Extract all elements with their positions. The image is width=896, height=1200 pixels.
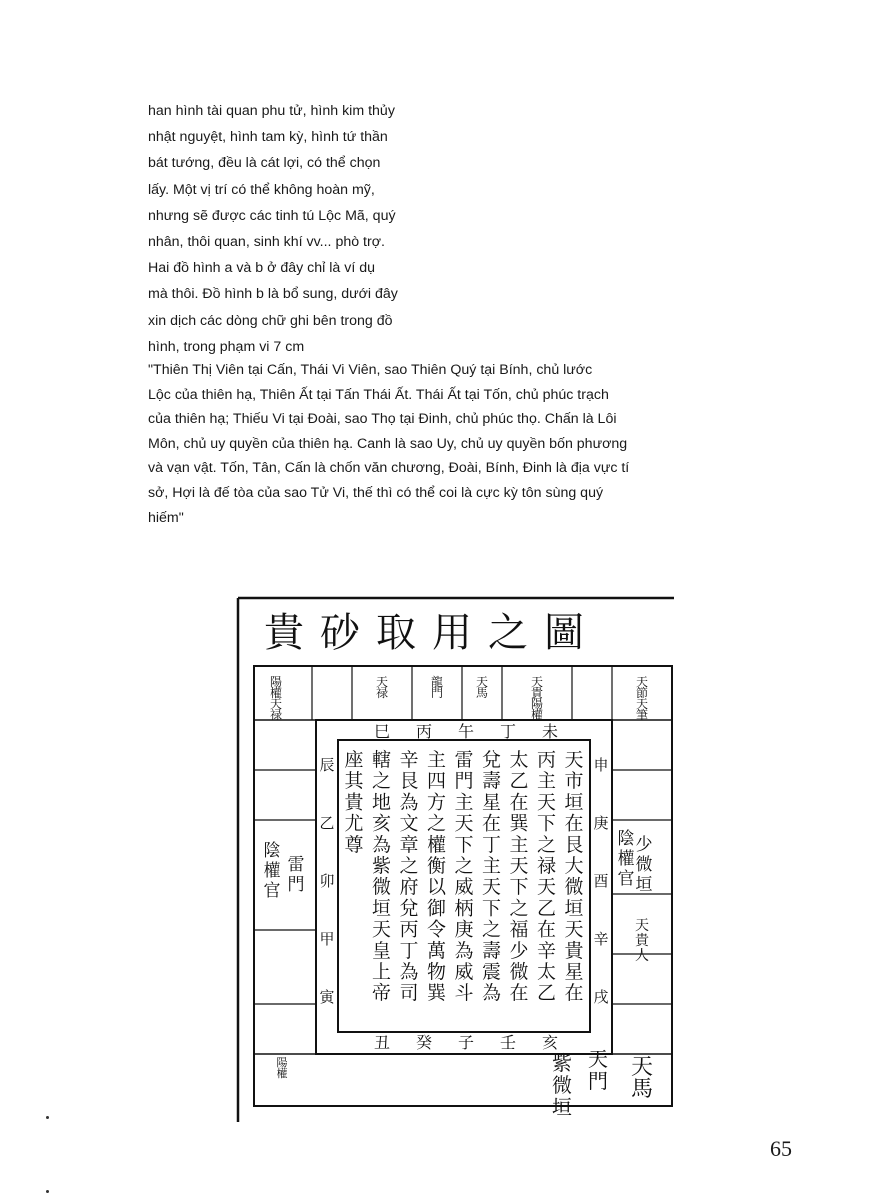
diagram-svg [232, 594, 678, 1124]
text-line: mà thôi. Đồ hình b là bổ sung, dưới đây [148, 286, 398, 303]
text-line: hiếm" [148, 509, 184, 526]
ring-character: 丁 [499, 722, 517, 741]
ring-character: 子 [457, 1033, 475, 1052]
center-text-column: 兌壽星在丁主天下之壽震為 [481, 749, 502, 1005]
text-line: của thiên hạ; Thiếu Vi tại Đoài, sao Thọ tại Đinh, chủ phúc thọ. Chấn là Lôi [148, 411, 617, 428]
ring-character: 亥 [541, 1033, 559, 1052]
ring-character: 寅 [319, 988, 335, 1006]
top-label: 天貴陽權 [530, 675, 544, 722]
bottom-label: 天馬 [630, 1055, 654, 1102]
ring-character: 庚 [593, 814, 609, 832]
left-label: 雷門 [287, 855, 305, 895]
center-text-column: 天市垣在艮大微垣天貴星在 [564, 749, 584, 1005]
text-line: nhân, thôi quan, sinh khí vv... phò trợ. [148, 234, 385, 251]
right-label: 陰權官 [617, 829, 635, 889]
ring-character: 丙 [415, 722, 433, 741]
text-line: Hai đồ hình a và b ở đây chỉ là ví dụ [148, 260, 375, 277]
page-number: 65 [770, 1136, 792, 1161]
scan-speck [46, 1116, 49, 1119]
ring-character: 辰 [319, 756, 335, 774]
ring-character: 酉 [593, 872, 609, 890]
left-label: 陰權官 [263, 841, 281, 901]
ring-character: 卯 [319, 872, 335, 890]
text-line: "Thiên Thị Viên tại Cấn, Thái Vi Viên, sao Thiên Quý tại Bính, chủ lước [148, 362, 593, 378]
ring-character: 辛 [593, 930, 609, 948]
ring-character: 申 [593, 756, 609, 774]
scan-speck [46, 1190, 49, 1193]
center-text-column: 主四方之權衡以御令萬物巽 [426, 749, 447, 1005]
ring-character: 丑 [373, 1033, 391, 1052]
text-line: han hình tài quan phu tử, hình kim thủy [148, 103, 395, 119]
top-label: 龍門 [430, 675, 444, 700]
center-text-column: 丙主天下之禄天乙在辛太乙 [536, 749, 557, 1005]
text-line: xin dịch các dòng chữ ghi bên trong đồ [148, 312, 393, 329]
ring-character: 午 [457, 722, 475, 741]
ring-character: 壬 [499, 1033, 517, 1052]
ring-character: 未 [541, 722, 559, 741]
text-line: Lộc của thiên hạ, Thiên Ất tại Tấn Thái Ất. Thái Ất tại Tốn, chủ phúc trạch [148, 386, 609, 403]
text-line: hình, trong phạm vi 7 cm [148, 338, 305, 355]
text-line: nhật nguyệt, hình tam kỳ, hình tứ thần [148, 129, 388, 146]
figure-title: 貴砂取用之圖 [264, 610, 600, 656]
top-label: 天禄 [375, 675, 389, 700]
ring-character: 甲 [319, 930, 335, 948]
text-line: và vạn vật. Tốn, Tân, Cấn là chốn văn chương, Đoài, Bính, Đinh là địa vực tí [148, 460, 630, 477]
center-text-column: 座其貴尤尊 [344, 749, 364, 856]
paragraph-intro [148, 98, 488, 360]
ring-character: 戌 [593, 988, 609, 1006]
paragraph-quote [148, 358, 808, 530]
ring-character: 癸 [415, 1033, 433, 1052]
center-text-column: 辛艮為文章之府兌丙丁為司 [399, 749, 419, 1005]
bottom-label: 紫微垣 [552, 1051, 572, 1119]
text-line: bát tướng, đều là cát lợi, có thể chọn [148, 155, 381, 172]
figure-diagram [232, 594, 678, 1124]
text-line: lấy. Một vị trí có thể không hoàn mỹ, [148, 181, 375, 198]
left-label: 陽權 [276, 1056, 288, 1080]
right-label: 天貴人 [635, 918, 649, 964]
ring-character: 巳 [373, 722, 391, 741]
top-label: 陽權天禄 [269, 675, 283, 722]
ring-character: 乙 [319, 814, 335, 832]
top-label: 天節天筆 [635, 675, 649, 722]
top-label: 天馬 [475, 675, 489, 700]
center-text-column: 轄之地亥為紫微垣天皇上帝 [371, 749, 392, 1005]
bottom-label: 天門 [588, 1047, 608, 1093]
center-text-column: 雷門主天下之威柄庚為威斗 [454, 749, 474, 1005]
text-line: sở, Hợi là đế tòa của sao Tử Vi, thế thì có thể coi là cực kỳ tôn sùng quý [148, 484, 604, 501]
text-line: nhưng sẽ được các tinh tú Lộc Mã, quý [148, 207, 396, 224]
right-label: 少微垣 [635, 835, 653, 895]
text-line: Môn, chủ uy quyền của thiên hạ. Canh là sao Uy, chủ uy quyền bốn phương [148, 435, 628, 452]
center-text-column: 太乙在巽主天下之福少微在 [509, 749, 529, 1005]
